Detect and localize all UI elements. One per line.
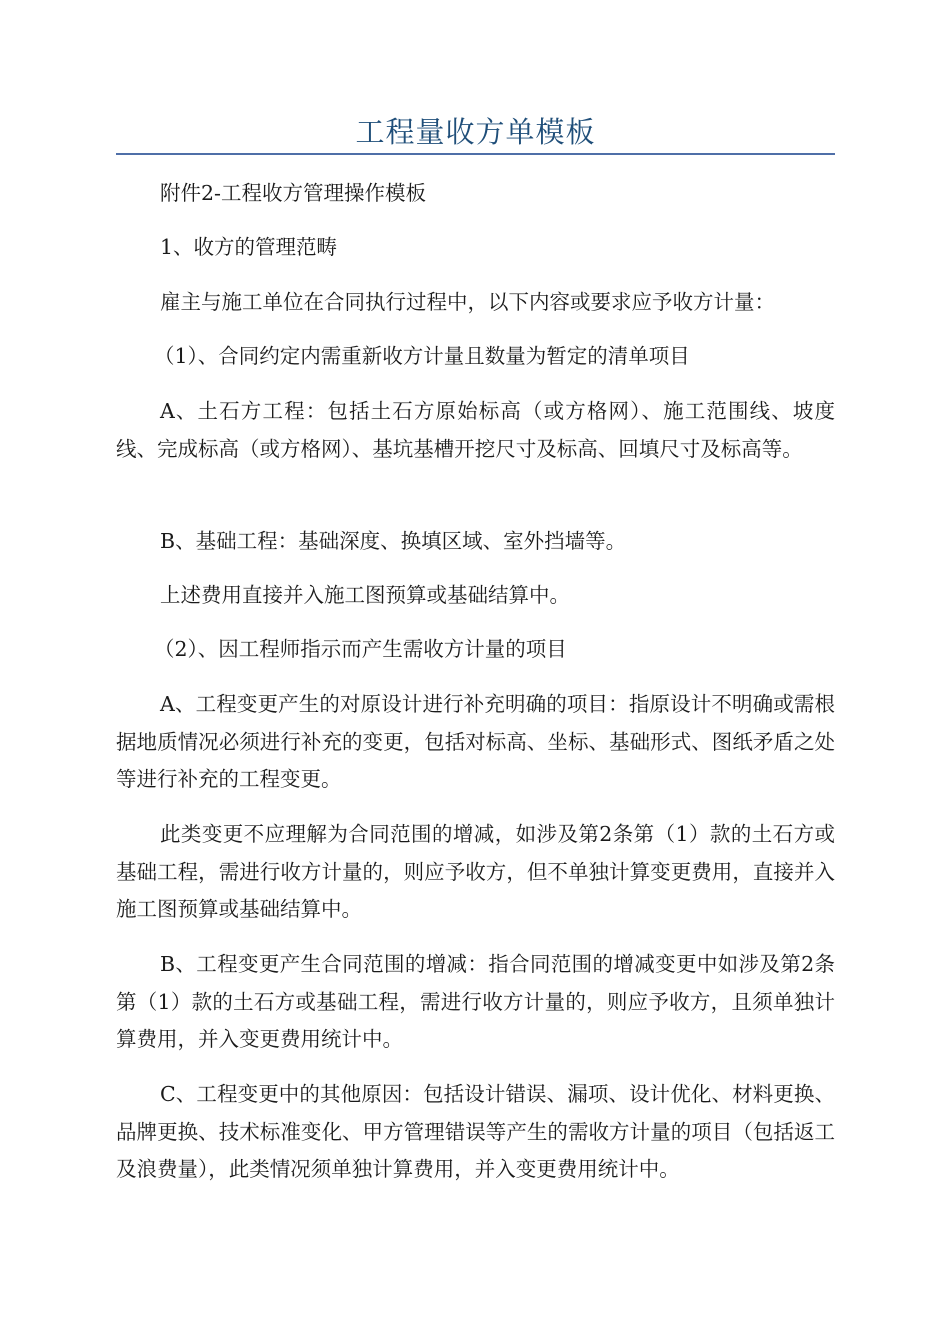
paragraph-change-note: 此类变更不应理解为合同范围的增减，如涉及第2条第（1）款的土石方或基础工程，需进行收方计量的，则应予收方，但不单独计算变更费用，直接并入施工图预算或基础结算中。 (116, 822, 835, 921)
paragraph-scope-change: B、工程变更产生合同范围的增减：指合同范围的增减变更中如涉及第2条第（1）款的土石方或基础工程，需进行收方计量的，则应予收方，且须单独计算费用，并入变更费用统计中。 (116, 952, 835, 1051)
paragraph-section-1-heading: 1、收方的管理范畴 (160, 235, 338, 259)
paragraph-attachment-heading: 附件2-工程收方管理操作模板 (160, 181, 426, 205)
paragraph-intro: 雇主与施工单位在合同执行过程中，以下内容或要求应予收方计量： (160, 290, 775, 314)
paragraph-item-2-heading: （2）、因工程师指示而产生需收方计量的项目 (154, 637, 567, 661)
paragraph-other-reasons: C、工程变更中的其他原因：包括设计错误、漏项、设计优化、材料更换、品牌更换、技术标准变化、甲方管理错误等产生的需收方计量的项目（包括返工及浪费量），此类情况须单独计算费用，并入变更费用统计中。 (116, 1082, 835, 1181)
paragraph-item-1-heading: （1）、合同约定内需重新收方计量且数量为暂定的清单项目 (154, 344, 690, 368)
paragraph-foundation: B、基础工程：基础深度、换填区域、室外挡墙等。 (160, 529, 627, 553)
paragraph-cost-merge: 上述费用直接并入施工图预算或基础结算中。 (160, 583, 570, 607)
document-title: 工程量收方单模板 (355, 115, 596, 149)
paragraph-earthwork: A、土石方工程：包括土石方原始标高（或方格网）、施工范围线、坡度线、完成标高（或方格网）、基坑基槽开挖尺寸及标高、回填尺寸及标高等。 (116, 399, 835, 461)
title-underline (116, 153, 835, 155)
paragraph-change-supplement: A、工程变更产生的对原设计进行补充明确的项目：指原设计不明确或需根据地质情况必须进行补充的变更，包括对标高、坐标、基础形式、图纸矛盾之处等进行补充的工程变更。 (116, 692, 835, 791)
